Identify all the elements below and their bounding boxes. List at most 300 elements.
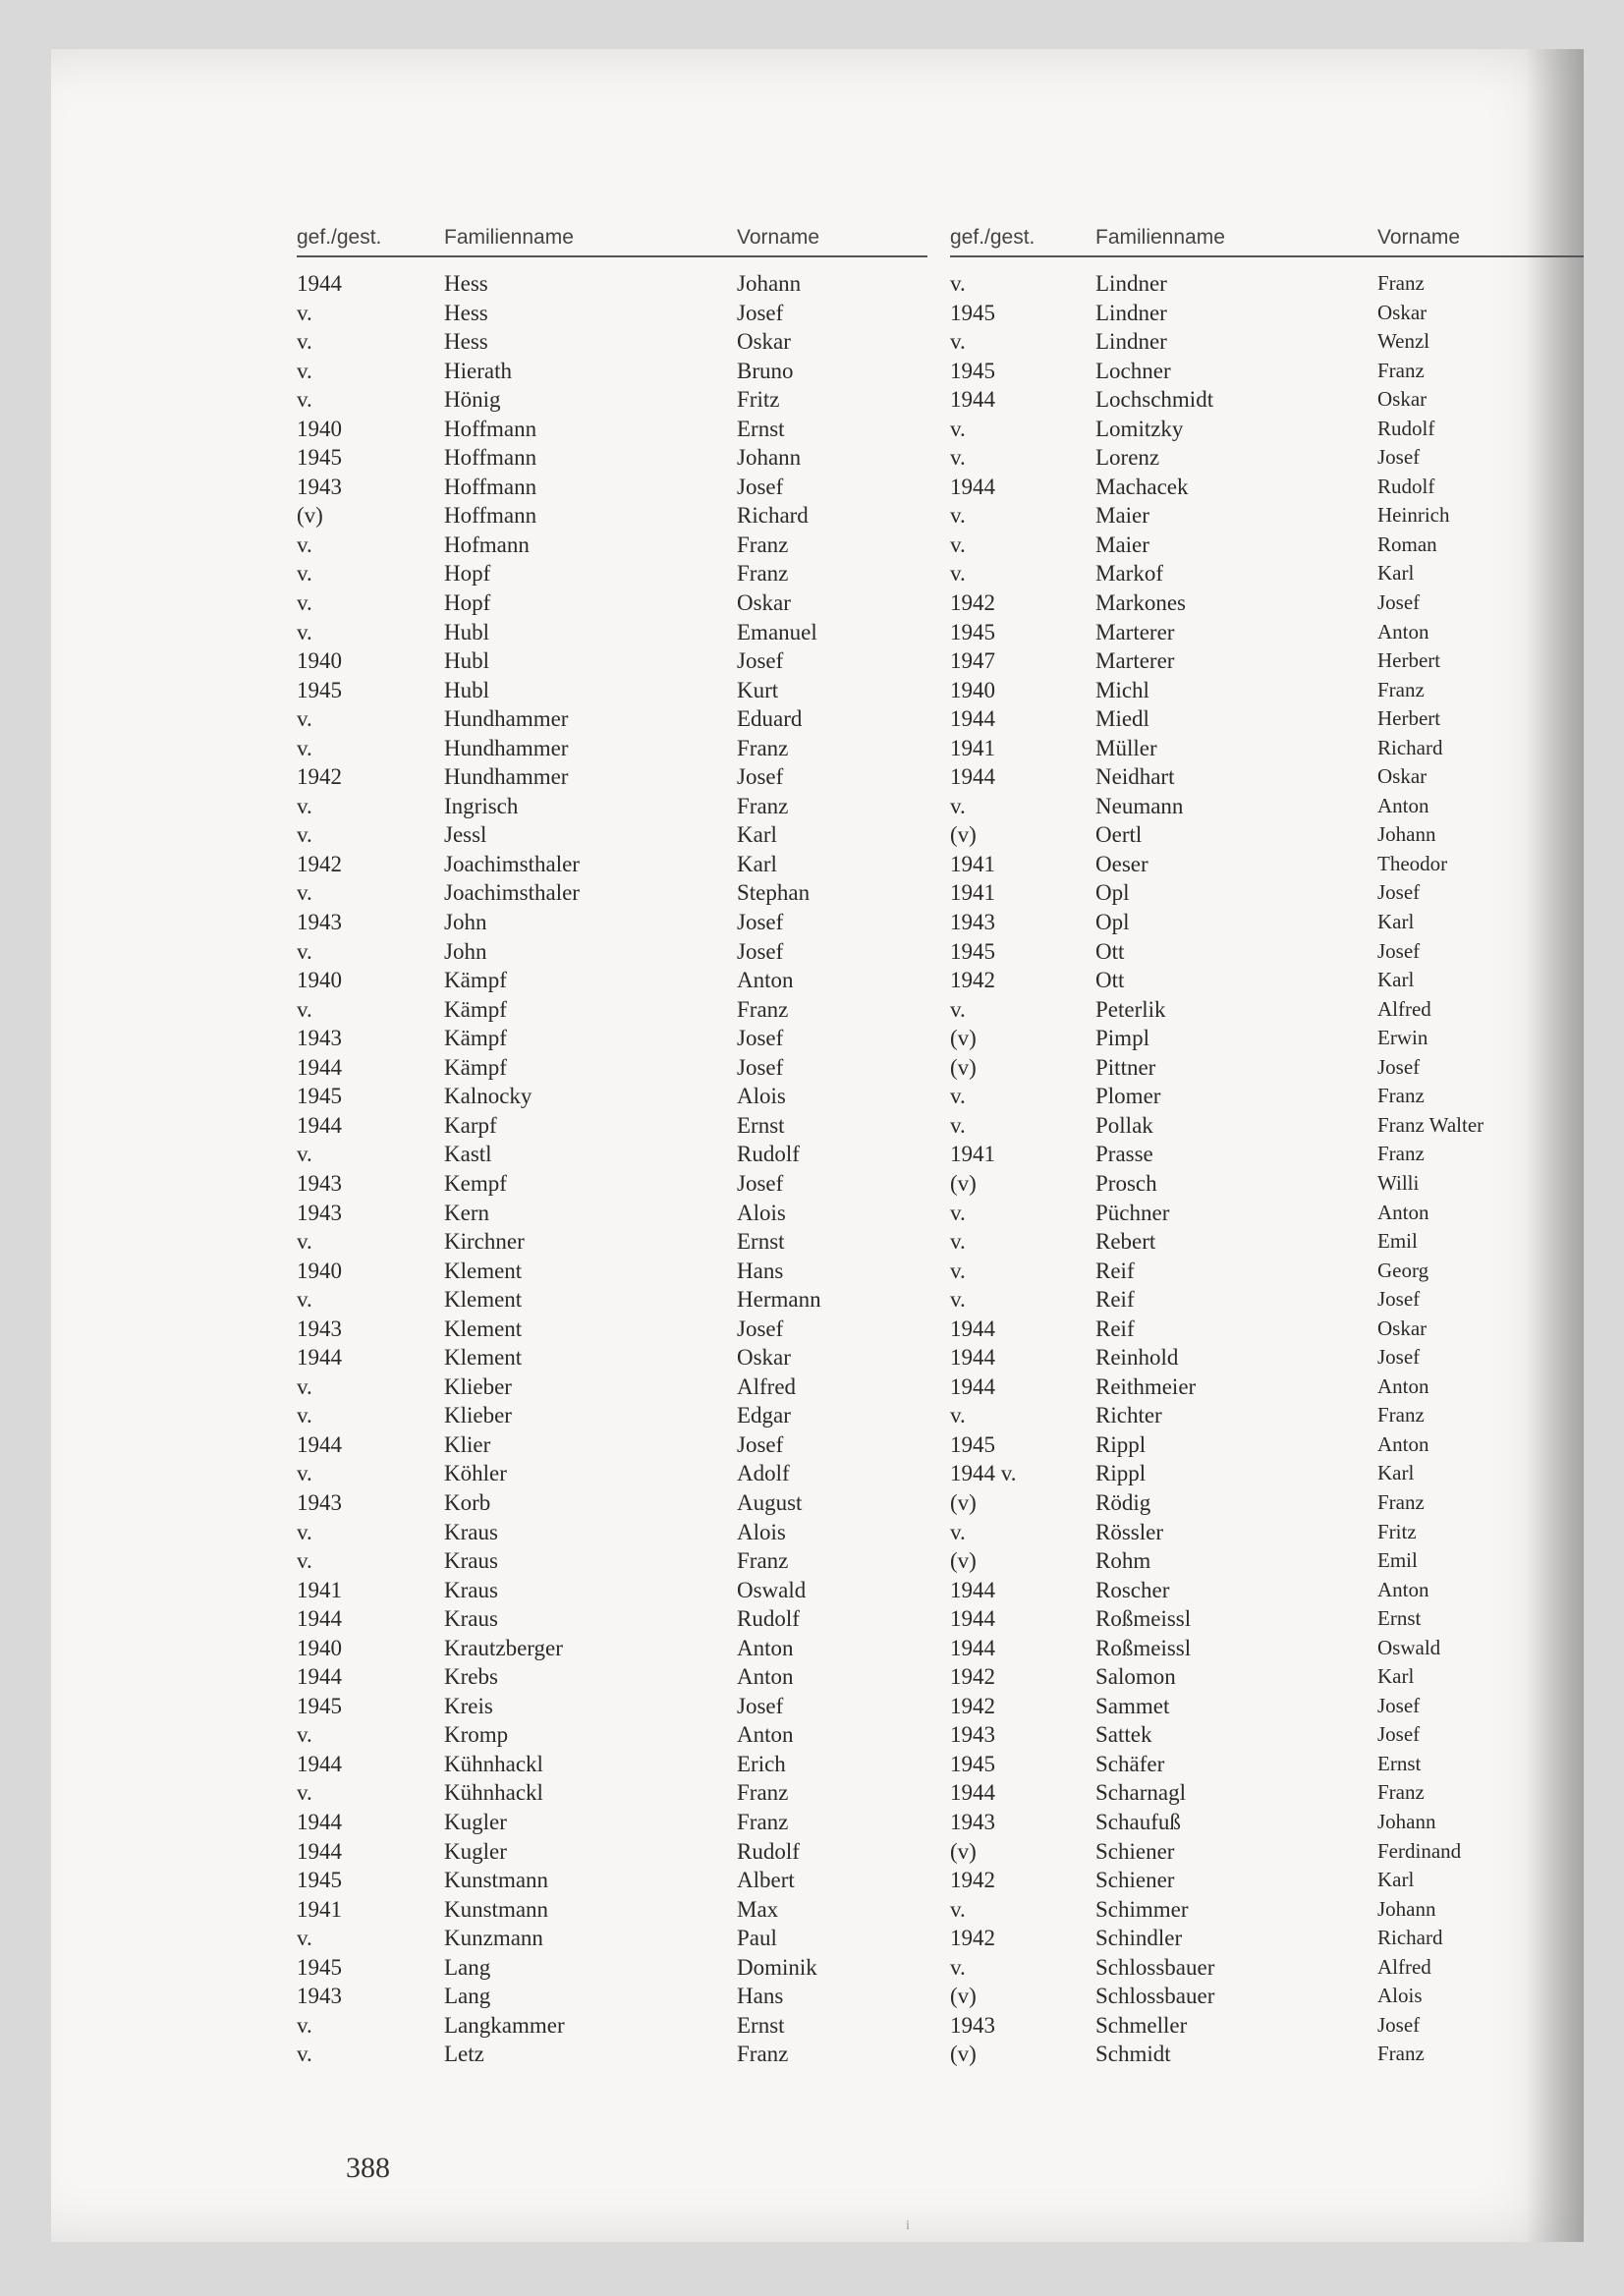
firstname-cell: Josef bbox=[1377, 2012, 1421, 2037]
table-row bbox=[950, 1866, 1584, 1895]
year-cell: 1944 bbox=[950, 387, 995, 413]
surname-cell: Rohm bbox=[1095, 1548, 1151, 1574]
year-cell: 1944 bbox=[950, 1577, 995, 1602]
left-rows bbox=[297, 269, 927, 2069]
table-row bbox=[950, 1488, 1584, 1518]
surname-cell: Ott bbox=[1095, 938, 1125, 964]
table-row bbox=[297, 1430, 927, 1460]
firstname-cell: Wenzl bbox=[1377, 329, 1430, 354]
surname-cell: Kalnocky bbox=[444, 1084, 532, 1109]
firstname-cell: Karl bbox=[737, 822, 777, 848]
year-cell: 1944 bbox=[297, 1054, 342, 1080]
year-cell: 1943 bbox=[297, 1170, 342, 1196]
firstname-cell: Oswald bbox=[737, 1577, 807, 1602]
surname-cell: Kromp bbox=[444, 1722, 509, 1748]
surname-cell: Lindner bbox=[1095, 271, 1167, 296]
surname-cell: Kirchner bbox=[444, 1229, 525, 1255]
surname-cell: Hierath bbox=[444, 358, 512, 383]
table-row bbox=[297, 1315, 927, 1344]
left-column-header bbox=[297, 226, 927, 257]
firstname-cell: Franz bbox=[737, 735, 789, 760]
firstname-cell: Emil bbox=[1377, 1548, 1418, 1573]
year-cell: v. bbox=[297, 590, 312, 616]
firstname-cell: August bbox=[737, 1489, 803, 1515]
firstname-cell: Josef bbox=[737, 1170, 784, 1196]
year-cell: v. bbox=[950, 996, 966, 1022]
year-cell: v. bbox=[297, 1373, 312, 1399]
surname-cell: Schlossbauer bbox=[1095, 1984, 1215, 2009]
firstname-cell: Alois bbox=[737, 1519, 786, 1544]
surname-cell: Neumann bbox=[1095, 793, 1184, 818]
table-row bbox=[297, 850, 927, 879]
firstname-cell: Josef bbox=[1377, 1287, 1421, 1312]
surname-cell: Joachimsthaler bbox=[444, 880, 580, 906]
surname-cell: Joachimsthaler bbox=[444, 851, 580, 876]
table-row bbox=[950, 820, 1584, 850]
table-row bbox=[297, 1866, 927, 1895]
firstname-cell: Alois bbox=[1377, 1984, 1423, 2008]
table-row bbox=[950, 415, 1584, 444]
surname-cell: Reif bbox=[1095, 1316, 1135, 1341]
surname-cell: Machacek bbox=[1095, 474, 1189, 499]
surname-cell: Kämpf bbox=[444, 968, 507, 993]
table-row bbox=[950, 385, 1584, 415]
firstname-cell: Franz bbox=[1377, 1084, 1425, 1108]
firstname-cell: Edgar bbox=[737, 1403, 791, 1428]
firstname-cell: Johann bbox=[737, 271, 802, 296]
firstname-cell: Oskar bbox=[1377, 387, 1428, 412]
firstname-cell: Heinrich bbox=[1377, 503, 1450, 528]
surname-cell: Sammet bbox=[1095, 1693, 1170, 1718]
table-row bbox=[297, 531, 927, 560]
surname-cell: Roscher bbox=[1095, 1577, 1170, 1602]
year-cell: 1944 bbox=[950, 1780, 995, 1806]
surname-cell: Opl bbox=[1095, 910, 1130, 935]
year-cell: 1944 bbox=[297, 1838, 342, 1864]
firstname-cell: Anton bbox=[737, 1664, 794, 1690]
surname-cell: Rödig bbox=[1095, 1489, 1151, 1515]
firstname-cell: Franz bbox=[737, 532, 789, 557]
surname-cell: Lochschmidt bbox=[1095, 387, 1214, 413]
surname-cell: Kämpf bbox=[444, 1026, 507, 1051]
surname-cell: Pimpl bbox=[1095, 1026, 1149, 1051]
surname-cell: Peterlik bbox=[1095, 996, 1166, 1022]
surname-cell: Rössler bbox=[1095, 1519, 1163, 1544]
year-cell: (v) bbox=[950, 1984, 977, 2009]
surname-cell: Karpf bbox=[444, 1112, 497, 1138]
surname-cell: Klier bbox=[444, 1431, 491, 1457]
year-cell: v. bbox=[297, 2012, 312, 2038]
surname-cell: Reinhold bbox=[1095, 1345, 1179, 1371]
year-cell: v. bbox=[297, 1403, 312, 1428]
firstname-cell: Josef bbox=[737, 1026, 784, 1051]
table-row bbox=[297, 1750, 927, 1779]
table-row bbox=[297, 1692, 927, 1721]
table-row bbox=[950, 1982, 1584, 2011]
firstname-cell: Karl bbox=[737, 851, 777, 876]
year-cell: v. bbox=[297, 387, 312, 413]
table-row bbox=[950, 2040, 1584, 2069]
year-cell: v. bbox=[950, 1519, 966, 1544]
table-row bbox=[297, 269, 927, 299]
surname-cell: Kraus bbox=[444, 1606, 498, 1632]
surname-cell: Schimmer bbox=[1095, 1896, 1189, 1922]
firstname-cell: Josef bbox=[1377, 1722, 1421, 1747]
year-cell: 1945 bbox=[950, 619, 995, 644]
year-cell: 1942 bbox=[950, 590, 995, 616]
table-row bbox=[297, 1024, 927, 1053]
firstname-cell: Erich bbox=[737, 1751, 786, 1776]
surname-cell: Schlossbauer bbox=[1095, 1954, 1215, 1980]
firstname-cell: Alfred bbox=[1377, 996, 1431, 1021]
firstname-cell: Hans bbox=[737, 1984, 784, 2009]
table-row bbox=[950, 1924, 1584, 1953]
table-row bbox=[297, 1401, 927, 1430]
firstname-cell: Franz bbox=[737, 2042, 789, 2067]
surname-cell: Prasse bbox=[1095, 1142, 1153, 1167]
year-cell: (v) bbox=[950, 1170, 977, 1196]
surname-cell: Sattek bbox=[1095, 1722, 1152, 1748]
table-row bbox=[297, 704, 927, 734]
table-row bbox=[950, 762, 1584, 792]
table-row bbox=[950, 1750, 1584, 1779]
surname-cell: Lorenz bbox=[1095, 445, 1160, 471]
year-cell: 1944 bbox=[297, 1345, 342, 1371]
year-cell: 1943 bbox=[297, 1200, 342, 1225]
table-row bbox=[950, 646, 1584, 676]
surname-cell: Markones bbox=[1095, 590, 1186, 616]
surname-cell: Roßmeissl bbox=[1095, 1606, 1192, 1632]
surname-cell: John bbox=[444, 938, 487, 964]
table-row bbox=[950, 1401, 1584, 1430]
firstname-cell: Karl bbox=[1377, 910, 1415, 934]
table-row bbox=[297, 618, 927, 647]
year-cell: v. bbox=[297, 1142, 312, 1167]
table-row bbox=[297, 2040, 927, 2069]
table-row bbox=[297, 1343, 927, 1372]
year-cell: v. bbox=[950, 1954, 966, 1980]
header-surname: Familienname bbox=[1095, 226, 1225, 249]
firstname-cell: Josef bbox=[737, 910, 784, 935]
firstname-cell: Karl bbox=[1377, 561, 1415, 586]
firstname-cell: Franz bbox=[737, 996, 789, 1022]
table-row bbox=[950, 1604, 1584, 1634]
year-cell: 1942 bbox=[297, 764, 342, 790]
surname-cell: Rebert bbox=[1095, 1229, 1156, 1255]
firstname-cell: Rudolf bbox=[737, 1606, 800, 1632]
table-row bbox=[297, 1227, 927, 1257]
surname-cell: Kämpf bbox=[444, 1054, 507, 1080]
year-cell: 1942 bbox=[950, 968, 995, 993]
surname-cell: Reif bbox=[1095, 1258, 1135, 1283]
table-row bbox=[297, 908, 927, 937]
surname-cell: Maier bbox=[1095, 503, 1149, 529]
firstname-cell: Josef bbox=[1377, 1054, 1421, 1079]
firstname-cell: Willi bbox=[1377, 1170, 1420, 1195]
year-cell: v. bbox=[297, 1548, 312, 1574]
surname-cell: Lindner bbox=[1095, 300, 1167, 325]
year-cell: v. bbox=[950, 1896, 966, 1922]
surname-cell: Reithmeier bbox=[1095, 1373, 1197, 1399]
year-cell: v. bbox=[950, 532, 966, 557]
surname-cell: Miedl bbox=[1095, 706, 1149, 732]
year-cell: v. bbox=[950, 503, 966, 529]
year-cell: 1944 bbox=[297, 1809, 342, 1834]
table-row bbox=[950, 1837, 1584, 1867]
table-row bbox=[950, 1546, 1584, 1576]
firstname-cell: Franz bbox=[1377, 2042, 1425, 2066]
table-row bbox=[297, 357, 927, 386]
table-row bbox=[297, 937, 927, 967]
year-cell: 1943 bbox=[950, 1809, 995, 1834]
table-row bbox=[297, 1518, 927, 1547]
surname-cell: Kreis bbox=[444, 1693, 493, 1718]
surname-cell: Scharnagl bbox=[1095, 1780, 1186, 1806]
year-cell: 1943 bbox=[297, 1489, 342, 1515]
year-cell: 1944 bbox=[297, 1112, 342, 1138]
table-row bbox=[297, 646, 927, 676]
firstname-cell: Oskar bbox=[1377, 300, 1428, 324]
surname-cell: Lochner bbox=[1095, 358, 1171, 383]
table-row bbox=[297, 2011, 927, 2041]
surname-cell: Hopf bbox=[444, 561, 491, 587]
year-cell: (v) bbox=[950, 1838, 977, 1864]
year-cell: v. bbox=[297, 1780, 312, 1806]
firstname-cell: Eduard bbox=[737, 706, 803, 732]
firstname-cell: Franz Walter bbox=[1377, 1112, 1484, 1137]
firstname-cell: Josef bbox=[737, 938, 784, 964]
firstname-cell: Karl bbox=[1377, 968, 1415, 992]
year-cell: 1943 bbox=[950, 910, 995, 935]
firstname-cell: Theodor bbox=[1377, 851, 1448, 875]
year-cell: v. bbox=[297, 2042, 312, 2067]
table-row bbox=[297, 878, 927, 908]
firstname-cell: Oswald bbox=[1377, 1635, 1441, 1659]
table-row bbox=[297, 1082, 927, 1111]
firstname-cell: Franz bbox=[1377, 677, 1425, 701]
firstname-cell: Alois bbox=[737, 1084, 786, 1109]
table-row bbox=[950, 1430, 1584, 1460]
firstname-cell: Franz bbox=[1377, 1403, 1425, 1428]
firstname-cell: Oskar bbox=[737, 590, 791, 616]
firstname-cell: Josef bbox=[737, 1054, 784, 1080]
firstname-cell: Josef bbox=[1377, 938, 1421, 963]
firstname-cell: Ernst bbox=[737, 2012, 785, 2038]
firstname-cell: Franz bbox=[1377, 1780, 1425, 1805]
page-number: 388 bbox=[346, 2152, 390, 2184]
surname-cell: Hubl bbox=[444, 677, 489, 702]
table-row bbox=[297, 1576, 927, 1605]
surname-cell: Hess bbox=[444, 300, 488, 325]
surname-cell: Lomitzky bbox=[1095, 416, 1184, 441]
table-row bbox=[950, 1053, 1584, 1083]
year-cell: v. bbox=[297, 1229, 312, 1255]
year-cell: 1944 bbox=[297, 1606, 342, 1632]
firstname-cell: Johann bbox=[1377, 1896, 1436, 1921]
table-row bbox=[950, 937, 1584, 967]
firstname-cell: Paul bbox=[737, 1926, 777, 1951]
firstname-cell: Karl bbox=[1377, 1461, 1415, 1485]
table-row bbox=[297, 1720, 927, 1750]
table-row bbox=[950, 704, 1584, 734]
firstname-cell: Herbert bbox=[1377, 706, 1441, 731]
firstname-cell: Anton bbox=[737, 1722, 794, 1748]
surname-cell: Hundhammer bbox=[444, 735, 569, 760]
bottom-mark: i bbox=[906, 2218, 910, 2233]
table-row bbox=[297, 1662, 927, 1692]
year-cell: 1942 bbox=[950, 1926, 995, 1951]
firstname-cell: Anton bbox=[1377, 793, 1429, 817]
firstname-cell: Richard bbox=[737, 503, 809, 529]
table-row bbox=[950, 1518, 1584, 1547]
year-cell: 1940 bbox=[297, 648, 342, 674]
firstname-cell: Franz bbox=[737, 561, 789, 587]
year-cell: 1945 bbox=[950, 358, 995, 383]
surname-cell: Letz bbox=[444, 2042, 484, 2067]
left-column bbox=[297, 226, 927, 2069]
firstname-cell: Josef bbox=[737, 1316, 784, 1341]
year-cell: (v) bbox=[950, 1548, 977, 1574]
surname-cell: Kunstmann bbox=[444, 1868, 549, 1893]
year-cell: (v) bbox=[950, 822, 977, 848]
year-cell: 1944 bbox=[950, 474, 995, 499]
table-row bbox=[950, 531, 1584, 560]
table-row bbox=[950, 443, 1584, 473]
table-row bbox=[297, 501, 927, 531]
surname-cell: Salomon bbox=[1095, 1664, 1176, 1690]
year-cell: 1944 bbox=[950, 764, 995, 790]
table-row bbox=[297, 1953, 927, 1983]
firstname-cell: Hans bbox=[737, 1258, 784, 1283]
surname-cell: Hubl bbox=[444, 619, 489, 644]
firstname-cell: Fritz bbox=[737, 387, 780, 413]
table-row bbox=[297, 734, 927, 763]
firstname-cell: Josef bbox=[737, 764, 784, 790]
surname-cell: Kraus bbox=[444, 1577, 498, 1602]
table-row bbox=[950, 1576, 1584, 1605]
firstname-cell: Rudolf bbox=[737, 1838, 800, 1864]
table-row bbox=[297, 762, 927, 792]
table-row bbox=[950, 1343, 1584, 1372]
firstname-cell: Emanuel bbox=[737, 619, 817, 644]
year-cell: v. bbox=[297, 706, 312, 732]
table-row bbox=[950, 1024, 1584, 1053]
year-cell: (v) bbox=[950, 1026, 977, 1051]
firstname-cell: Franz bbox=[737, 1780, 789, 1806]
table-row bbox=[297, 1924, 927, 1953]
table-row bbox=[297, 1372, 927, 1402]
table-row bbox=[297, 1053, 927, 1083]
firstname-cell: Franz bbox=[1377, 1142, 1425, 1166]
year-cell: v. bbox=[297, 880, 312, 906]
table-row bbox=[950, 357, 1584, 386]
surname-cell: Prosch bbox=[1095, 1170, 1157, 1196]
table-row bbox=[297, 1982, 927, 2011]
year-cell: 1941 bbox=[950, 880, 995, 906]
table-row bbox=[297, 1895, 927, 1925]
year-cell: 1944 bbox=[950, 1606, 995, 1632]
surname-cell: Schindler bbox=[1095, 1926, 1183, 1951]
year-cell: v. bbox=[950, 1229, 966, 1255]
firstname-cell: Josef bbox=[1377, 590, 1421, 615]
firstname-cell: Oskar bbox=[1377, 1316, 1428, 1340]
surname-cell: Reif bbox=[1095, 1287, 1135, 1313]
year-cell: v. bbox=[950, 1287, 966, 1313]
year-cell: v. bbox=[950, 1112, 966, 1138]
right-rows bbox=[950, 269, 1584, 2069]
firstname-cell: Anton bbox=[1377, 1373, 1429, 1398]
surname-cell: Rippl bbox=[1095, 1461, 1147, 1486]
table-row bbox=[950, 1111, 1584, 1141]
firstname-cell: Anton bbox=[1377, 619, 1429, 644]
table-row bbox=[950, 269, 1584, 299]
surname-cell: Ingrisch bbox=[444, 793, 519, 818]
table-row bbox=[297, 995, 927, 1025]
firstname-cell: Karl bbox=[1377, 1868, 1415, 1892]
table-row bbox=[950, 676, 1584, 705]
firstname-cell: Anton bbox=[737, 968, 794, 993]
table-row bbox=[950, 1257, 1584, 1286]
year-cell: 1943 bbox=[297, 1316, 342, 1341]
firstname-cell: Kurt bbox=[737, 677, 779, 702]
firstname-cell: Josef bbox=[1377, 445, 1421, 470]
year-cell: v. bbox=[297, 793, 312, 818]
table-row bbox=[950, 908, 1584, 937]
year-cell: v. bbox=[297, 1722, 312, 1748]
firstname-cell: Rudolf bbox=[737, 1142, 800, 1167]
firstname-cell: Oskar bbox=[737, 329, 791, 355]
surname-cell: Kugler bbox=[444, 1838, 507, 1864]
year-cell: v. bbox=[297, 619, 312, 644]
year-cell: 1943 bbox=[950, 2012, 995, 2038]
year-cell: v. bbox=[297, 358, 312, 383]
firstname-cell: Roman bbox=[1377, 532, 1437, 556]
year-cell: v. bbox=[297, 1287, 312, 1313]
firstname-cell: Ernst bbox=[737, 1112, 785, 1138]
firstname-cell: Rudolf bbox=[1377, 474, 1435, 498]
surname-cell: Kühnhackl bbox=[444, 1780, 543, 1806]
year-cell: 1945 bbox=[950, 300, 995, 325]
year-cell: 1945 bbox=[950, 1431, 995, 1457]
surname-cell: Schäfer bbox=[1095, 1751, 1165, 1776]
header-firstname: Vorname bbox=[1377, 226, 1461, 249]
surname-cell: Ott bbox=[1095, 968, 1125, 993]
year-cell: 1945 bbox=[950, 938, 995, 964]
surname-cell: Maier bbox=[1095, 532, 1149, 557]
firstname-cell: Alois bbox=[737, 1200, 786, 1225]
year-cell: v. bbox=[950, 1403, 966, 1428]
surname-cell: Langkammer bbox=[444, 2012, 565, 2038]
surname-cell: Krebs bbox=[444, 1664, 498, 1690]
year-cell: v. bbox=[950, 793, 966, 818]
surname-cell: Rippl bbox=[1095, 1431, 1147, 1457]
year-cell: 1944 bbox=[950, 1373, 995, 1399]
firstname-cell: Herbert bbox=[1377, 648, 1441, 673]
surname-cell: Jessl bbox=[444, 822, 487, 848]
year-cell: v. bbox=[950, 1084, 966, 1109]
table-row bbox=[950, 1372, 1584, 1402]
firstname-cell: Franz bbox=[737, 1548, 789, 1574]
firstname-cell: Oskar bbox=[1377, 764, 1428, 789]
year-cell: v. bbox=[297, 735, 312, 760]
firstname-cell: Karl bbox=[1377, 1664, 1415, 1689]
right-column-header bbox=[950, 226, 1584, 257]
year-cell: 1945 bbox=[297, 1084, 342, 1109]
year-cell: 1943 bbox=[297, 910, 342, 935]
firstname-cell: Ernst bbox=[737, 416, 785, 441]
table-row bbox=[950, 1953, 1584, 1983]
firstname-cell: Josef bbox=[737, 648, 784, 674]
